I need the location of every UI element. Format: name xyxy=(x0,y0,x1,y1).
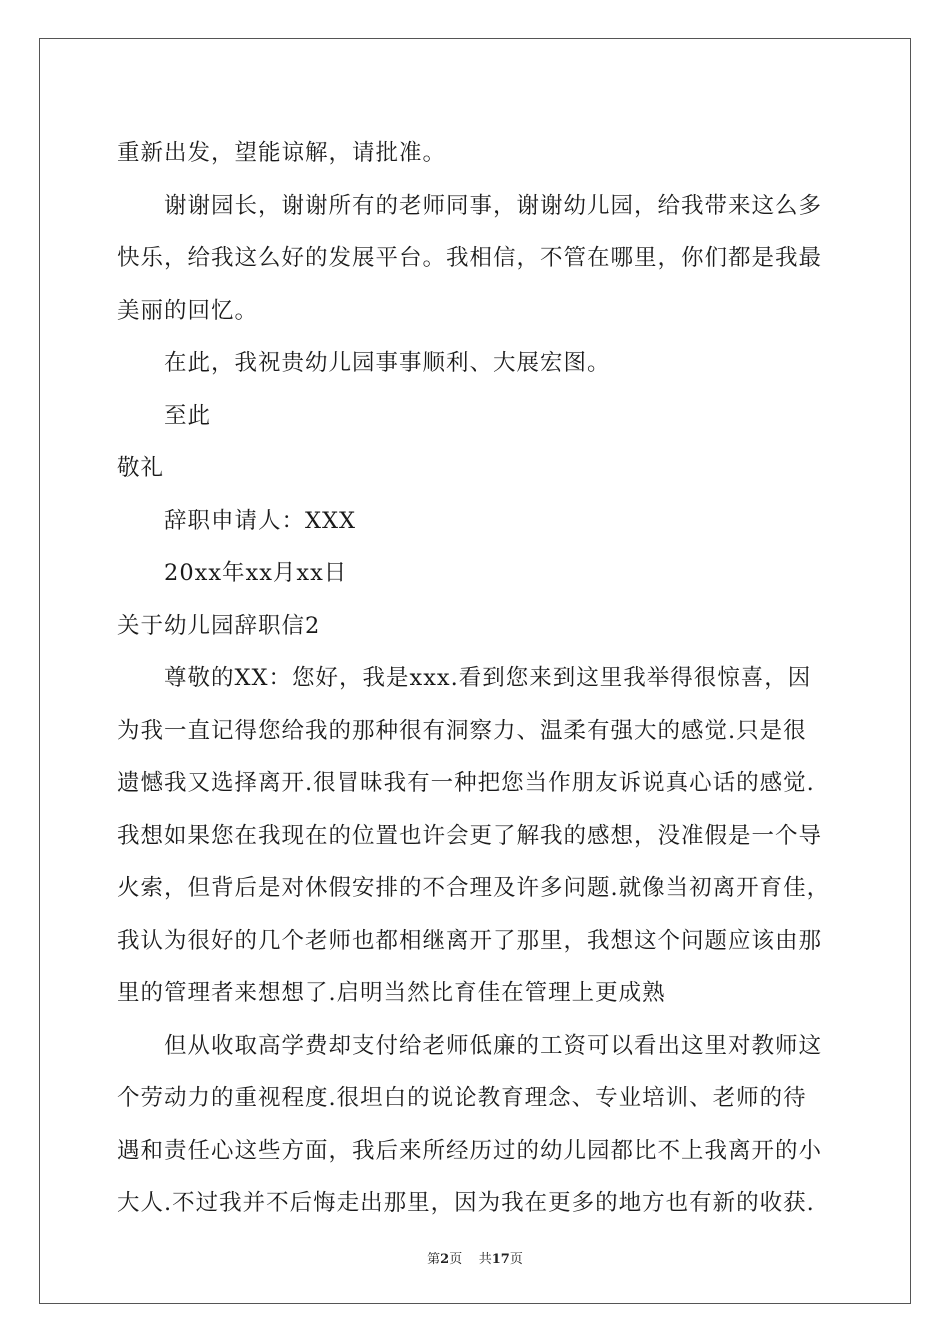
date-line: 20xx年xx月xx日 xyxy=(164,560,348,586)
signature-line: 辞职申请人：XXX xyxy=(164,507,357,534)
page-suffix: 页 xyxy=(449,1252,463,1267)
page-footer xyxy=(0,1248,950,1267)
text-line: 大人.不过我并不后悔走出那里，因为我在更多的地方也有新的收获. xyxy=(117,1190,815,1216)
page-number: 2 xyxy=(440,1252,450,1267)
text-line: 至此 xyxy=(164,402,212,429)
text-line: 遇和责任心这些方面，我后来所经历过的幼儿园都比不上我离开的小 xyxy=(117,1137,823,1164)
text-line: 里的管理者来想想了.启明当然比育佳在管理上更成熟 xyxy=(117,980,666,1006)
text-line: 为我一直记得您给我的那种很有洞察力、温柔有强大的感觉.只是很 xyxy=(117,717,807,744)
text-line: 谢谢园长，谢谢所有的老师同事，谢谢幼儿园，给我带来这么多 xyxy=(164,192,823,219)
text-line: 火索，但背后是对休假安排的不合理及许多问题.就像当初离开育佳， xyxy=(117,875,831,901)
document-body xyxy=(117,127,837,1230)
total-prefix: 共 xyxy=(478,1252,492,1267)
section-title: 关于幼儿园辞职信2 xyxy=(117,612,321,639)
text-line: 尊敬的XX：您好，我是xxx.看到您来到这里我举得很惊喜，因 xyxy=(164,665,812,691)
text-line: 我想如果您在我现在的位置也许会更了解我的感想，没准假是一个导 xyxy=(117,822,823,849)
text-line: 但从收取高学费却支付给老师低廉的工资可以看出这里对教师这 xyxy=(164,1032,823,1059)
text-line: 快乐，给我这么好的发展平台。我相信，不管在哪里，你们都是我最 xyxy=(117,245,823,271)
total-suffix: 页 xyxy=(509,1252,523,1267)
text-line: 遗憾我又选择离开.很冒昧我有一种把您当作朋友诉说真心话的感觉. xyxy=(117,770,815,796)
text-line: 我认为很好的几个老师也都相继离开了那里，我想这个问题应该由那 xyxy=(117,927,823,954)
text-line: 敬礼 xyxy=(117,455,165,481)
text-line: 美丽的回忆。 xyxy=(117,297,259,324)
text-line: 个劳动力的重视程度.很坦白的说论教育理念、专业培训、老师的待 xyxy=(117,1085,807,1111)
text-line: 在此，我祝贵幼儿园事事顺利、大展宏图。 xyxy=(164,350,611,376)
text-line: 重新出发，望能谅解，请批准。 xyxy=(117,140,447,166)
total-pages: 17 xyxy=(491,1252,510,1267)
page-prefix: 第 xyxy=(427,1252,441,1267)
